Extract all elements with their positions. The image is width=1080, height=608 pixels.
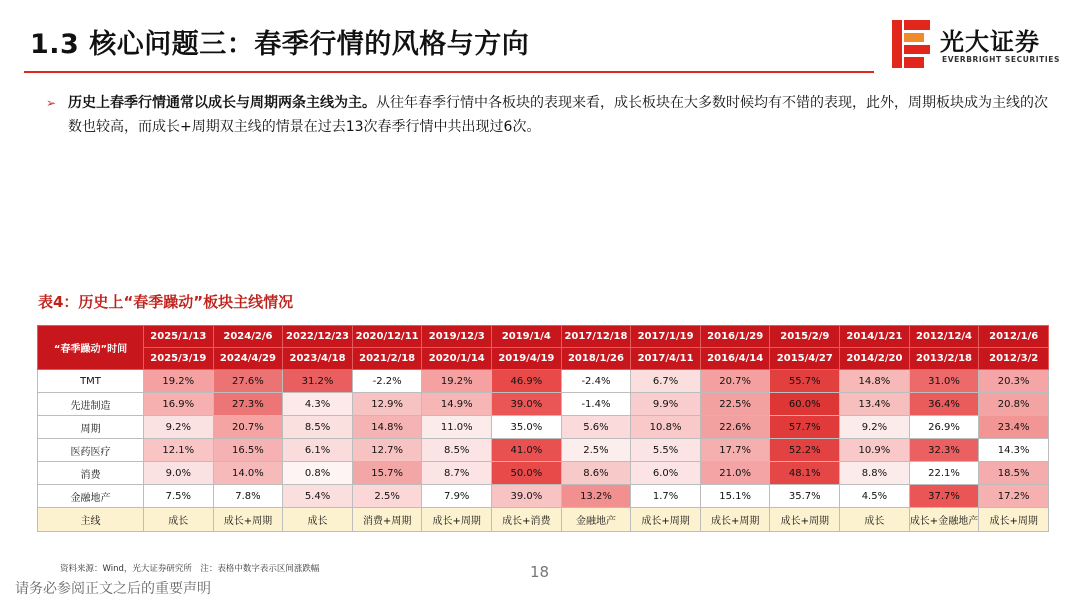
return-cell: 6.7% <box>631 370 701 393</box>
main-theme-cell: 成长 <box>840 508 910 532</box>
period-end-date: 2023/4/18 <box>283 348 353 370</box>
main-theme-cell: 成长+消费 <box>492 508 562 532</box>
return-cell: 8.7% <box>422 462 492 485</box>
sector-table <box>37 325 1049 532</box>
period-end-date: 2024/4/29 <box>213 348 283 370</box>
return-cell: 16.5% <box>213 439 283 462</box>
main-theme-cell: 成长 <box>283 508 353 532</box>
period-start-date: 2022/12/23 <box>283 326 353 348</box>
return-cell: 15.1% <box>700 485 770 508</box>
return-cell: 19.2% <box>144 370 214 393</box>
return-cell: -2.2% <box>352 370 422 393</box>
main-theme-row <box>38 508 1049 532</box>
logo-chinese-name: 光大证券 <box>940 28 1040 56</box>
return-cell: 48.1% <box>770 462 840 485</box>
return-cell: 22.1% <box>909 462 979 485</box>
header-row-start <box>38 326 1049 348</box>
return-cell: 9.2% <box>144 416 214 439</box>
period-end-date: 2017/4/11 <box>631 348 701 370</box>
table-row <box>38 416 1049 439</box>
period-end-date: 2013/2/18 <box>909 348 979 370</box>
period-end-date: 2014/2/20 <box>840 348 910 370</box>
return-cell: 20.8% <box>979 393 1049 416</box>
return-cell: -1.4% <box>561 393 631 416</box>
return-cell: 22.6% <box>700 416 770 439</box>
table-row <box>38 439 1049 462</box>
period-start-date: 2016/1/29 <box>700 326 770 348</box>
return-cell: 31.0% <box>909 370 979 393</box>
bullet-text <box>68 91 1056 139</box>
logo-english-name: EVERBRIGHT SECURITIES <box>942 55 1060 64</box>
return-cell: 12.1% <box>144 439 214 462</box>
main-theme-label: 主线 <box>38 508 144 532</box>
return-cell: 6.1% <box>283 439 353 462</box>
period-start-date: 2014/1/21 <box>840 326 910 348</box>
return-cell: 14.9% <box>422 393 492 416</box>
everbright-logo-icon <box>892 20 932 68</box>
period-corner-header: “春季躁动”时间 <box>38 326 144 370</box>
period-start-date: 2019/12/3 <box>422 326 492 348</box>
period-end-date: 2012/3/2 <box>979 348 1049 370</box>
return-cell: 16.9% <box>144 393 214 416</box>
page-number: 18 <box>530 563 550 581</box>
return-cell: 9.2% <box>840 416 910 439</box>
return-cell: 7.5% <box>144 485 214 508</box>
return-cell: 4.3% <box>283 393 353 416</box>
return-cell: 15.7% <box>352 462 422 485</box>
return-cell: 8.5% <box>422 439 492 462</box>
bullet-body: 从往年春季行情中各板块的表现来看，成长板块在大多数时候均有不错的表现，此外，周期板块成为主线的次数也较高，而成长+周期双主线的情景在过去13次春季行情中共出现过6次。 <box>68 95 1048 135</box>
return-cell: 57.7% <box>770 416 840 439</box>
return-cell: 39.0% <box>492 485 562 508</box>
period-start-date: 2012/12/4 <box>909 326 979 348</box>
bullet-bold-lead: 历史上春季行情通常以成长与周期两条主线为主。 <box>68 95 376 111</box>
table-row <box>38 370 1049 393</box>
period-end-date: 2021/2/18 <box>352 348 422 370</box>
period-end-date: 2020/1/14 <box>422 348 492 370</box>
return-cell: 52.2% <box>770 439 840 462</box>
return-cell: 20.3% <box>979 370 1049 393</box>
period-end-date: 2025/3/19 <box>144 348 214 370</box>
period-start-date: 2024/2/6 <box>213 326 283 348</box>
return-cell: 17.2% <box>979 485 1049 508</box>
return-cell: 35.0% <box>492 416 562 439</box>
return-cell: 14.3% <box>979 439 1049 462</box>
return-cell: 23.4% <box>979 416 1049 439</box>
page-title: 1.3 核心问题三：春季行情的风格与方向 <box>30 29 530 60</box>
arrow-bullet-icon: ➢ <box>46 96 57 110</box>
return-cell: 20.7% <box>213 416 283 439</box>
return-cell: 7.9% <box>422 485 492 508</box>
company-logo <box>892 20 1067 68</box>
period-end-date: 2019/4/19 <box>492 348 562 370</box>
return-cell: 12.7% <box>352 439 422 462</box>
return-cell: 1.7% <box>631 485 701 508</box>
return-cell: 14.0% <box>213 462 283 485</box>
return-cell: 46.9% <box>492 370 562 393</box>
main-theme-cell: 成长+金融地产 <box>909 508 979 532</box>
return-cell: 22.5% <box>700 393 770 416</box>
return-cell: 35.7% <box>770 485 840 508</box>
sector-label: 金融地产 <box>38 485 144 508</box>
period-start-date: 2017/12/18 <box>561 326 631 348</box>
table-title: 表4：历史上“春季躁动”板块主线情况 <box>38 293 294 311</box>
return-cell: 9.9% <box>631 393 701 416</box>
bullet-paragraph <box>46 91 1056 139</box>
return-cell: 5.6% <box>561 416 631 439</box>
return-cell: 41.0% <box>492 439 562 462</box>
main-theme-cell: 成长+周期 <box>422 508 492 532</box>
return-cell: 8.5% <box>283 416 353 439</box>
disclaimer: 请务必参阅正文之后的重要声明 <box>15 581 211 597</box>
return-cell: -2.4% <box>561 370 631 393</box>
return-cell: 14.8% <box>352 416 422 439</box>
main-theme-cell: 成长+周期 <box>770 508 840 532</box>
table-row <box>38 485 1049 508</box>
return-cell: 10.9% <box>840 439 910 462</box>
return-cell: 26.9% <box>909 416 979 439</box>
header-row-end <box>38 348 1049 370</box>
main-theme-cell: 成长+周期 <box>979 508 1049 532</box>
return-cell: 9.0% <box>144 462 214 485</box>
return-cell: 7.8% <box>213 485 283 508</box>
return-cell: 4.5% <box>840 485 910 508</box>
return-cell: 50.0% <box>492 462 562 485</box>
sector-label: 周期 <box>38 416 144 439</box>
main-theme-cell: 成长 <box>144 508 214 532</box>
return-cell: 55.7% <box>770 370 840 393</box>
period-end-date: 2018/1/26 <box>561 348 631 370</box>
period-start-date: 2012/1/6 <box>979 326 1049 348</box>
return-cell: 2.5% <box>352 485 422 508</box>
return-cell: 27.6% <box>213 370 283 393</box>
return-cell: 17.7% <box>700 439 770 462</box>
sector-label: 消费 <box>38 462 144 485</box>
return-cell: 0.8% <box>283 462 353 485</box>
return-cell: 20.7% <box>700 370 770 393</box>
return-cell: 8.8% <box>840 462 910 485</box>
period-end-date: 2015/4/27 <box>770 348 840 370</box>
return-cell: 31.2% <box>283 370 353 393</box>
return-cell: 11.0% <box>422 416 492 439</box>
period-start-date: 2017/1/19 <box>631 326 701 348</box>
return-cell: 19.2% <box>422 370 492 393</box>
return-cell: 14.8% <box>840 370 910 393</box>
title-divider <box>24 71 874 73</box>
return-cell: 6.0% <box>631 462 701 485</box>
main-theme-cell: 金融地产 <box>561 508 631 532</box>
main-theme-cell: 消费+周期 <box>352 508 422 532</box>
table-row <box>38 462 1049 485</box>
return-cell: 2.5% <box>561 439 631 462</box>
main-theme-cell: 成长+周期 <box>631 508 701 532</box>
return-cell: 10.8% <box>631 416 701 439</box>
period-start-date: 2025/1/13 <box>144 326 214 348</box>
period-start-date: 2015/2/9 <box>770 326 840 348</box>
return-cell: 5.5% <box>631 439 701 462</box>
return-cell: 36.4% <box>909 393 979 416</box>
return-cell: 18.5% <box>979 462 1049 485</box>
return-cell: 39.0% <box>492 393 562 416</box>
return-cell: 12.9% <box>352 393 422 416</box>
return-cell: 13.2% <box>561 485 631 508</box>
period-start-date: 2019/1/4 <box>492 326 562 348</box>
return-cell: 32.3% <box>909 439 979 462</box>
return-cell: 21.0% <box>700 462 770 485</box>
sector-label: 医药医疗 <box>38 439 144 462</box>
main-theme-cell: 成长+周期 <box>213 508 283 532</box>
return-cell: 37.7% <box>909 485 979 508</box>
sector-label: TMT <box>38 370 144 393</box>
period-start-date: 2020/12/11 <box>352 326 422 348</box>
return-cell: 13.4% <box>840 393 910 416</box>
return-cell: 8.6% <box>561 462 631 485</box>
return-cell: 5.4% <box>283 485 353 508</box>
sector-label: 先进制造 <box>38 393 144 416</box>
return-cell: 60.0% <box>770 393 840 416</box>
period-end-date: 2016/4/14 <box>700 348 770 370</box>
return-cell: 27.3% <box>213 393 283 416</box>
table-row <box>38 393 1049 416</box>
source-note: 资料来源：Wind，光大证券研究所 注：表格中数字表示区间涨跌幅 <box>60 564 320 574</box>
main-theme-cell: 成长+周期 <box>700 508 770 532</box>
